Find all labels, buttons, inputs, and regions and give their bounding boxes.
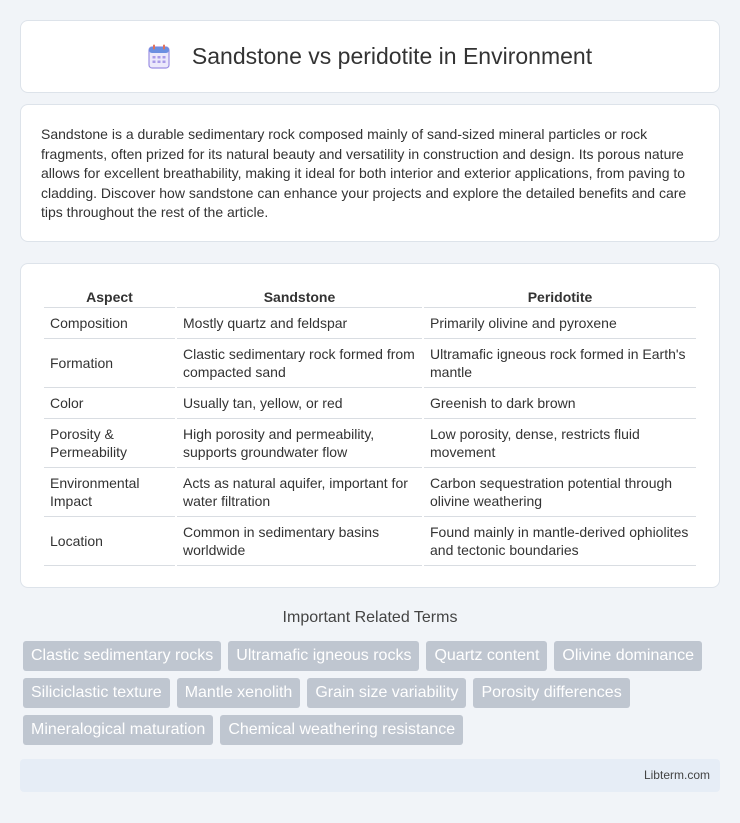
related-term-tag[interactable]: Quartz content — [426, 641, 547, 671]
related-terms-title: Important Related Terms — [282, 609, 458, 626]
related-term-tag[interactable]: Mineralogical maturation — [23, 715, 213, 745]
table-cell: High porosity and permeability, supports groundwater flow — [177, 419, 422, 468]
table-cell: Porosity & Permeability — [44, 419, 175, 468]
related-term-tag[interactable]: Clastic sedimentary rocks — [23, 641, 221, 671]
related-term-tag[interactable]: Olivine dominance — [554, 641, 702, 671]
footer — [20, 759, 720, 792]
header-aspect: Aspect — [44, 284, 175, 308]
related-terms-tags — [23, 641, 723, 752]
tag-row — [23, 678, 723, 708]
table-cell: Acts as natural aquifer, important for water filtration — [177, 468, 422, 517]
page-title: Sandstone vs peridotite in Environment — [191, 43, 593, 69]
comparison-card — [20, 263, 720, 588]
calendar-icon — [148, 44, 170, 70]
table-cell: Found mainly in mantle-derived ophiolites and tectonic boundaries — [424, 517, 696, 566]
table-row — [44, 388, 696, 419]
table-cell: Usually tan, yellow, or red — [177, 388, 422, 419]
table-cell: Clastic sedimentary rock formed from compacted sand — [177, 339, 422, 388]
table-cell: Formation — [44, 339, 175, 388]
tag-row — [23, 641, 723, 671]
table-cell: Carbon sequestration potential through olivine weathering — [424, 468, 696, 517]
table-cell: Location — [44, 517, 175, 566]
footer-brand-link[interactable]: Libterm.com — [643, 768, 710, 782]
intro-text: Sandstone is a durable sedimentary rock composed mainly of sand-sized mineral particles or rock fragments, often prized for its natural beauty and versatility in construction and design. Its porous nature allows for excellent breathability, making it ideal for both interior and exterior applications, from paving to cladding. Discover how sandstone can enhance your projects and explore the detailed benefits and care tips throughout the rest of the article. — [41, 126, 687, 221]
comparison-table — [42, 284, 698, 566]
related-term-tag[interactable]: Chemical weathering resistance — [220, 715, 463, 745]
table-cell: Primarily olivine and pyroxene — [424, 308, 696, 339]
table-row — [44, 468, 696, 517]
table-cell: Greenish to dark brown — [424, 388, 696, 419]
table-cell: Environmental Impact — [44, 468, 175, 517]
header-peridotite: Peridotite — [424, 284, 696, 308]
table-cell: Common in sedimentary basins worldwide — [177, 517, 422, 566]
table-cell: Composition — [44, 308, 175, 339]
table-row — [44, 419, 696, 468]
tag-row — [23, 715, 723, 745]
intro-card — [20, 104, 720, 242]
table-cell: Low porosity, dense, restricts fluid movement — [424, 419, 696, 468]
header-sandstone: Sandstone — [177, 284, 422, 308]
table-cell: Ultramafic igneous rock formed in Earth's mantle — [424, 339, 696, 388]
related-term-tag[interactable]: Mantle xenolith — [177, 678, 301, 708]
table-row — [44, 308, 696, 339]
related-term-tag[interactable]: Ultramafic igneous rocks — [228, 641, 419, 671]
related-term-tag[interactable]: Grain size variability — [307, 678, 466, 708]
table-row — [44, 339, 696, 388]
related-term-tag[interactable]: Siliciclastic texture — [23, 678, 170, 708]
table-row — [44, 517, 696, 566]
related-term-tag[interactable]: Porosity differences — [473, 678, 629, 708]
table-cell: Mostly quartz and feldspar — [177, 308, 422, 339]
table-cell: Color — [44, 388, 175, 419]
title-card — [20, 20, 720, 93]
